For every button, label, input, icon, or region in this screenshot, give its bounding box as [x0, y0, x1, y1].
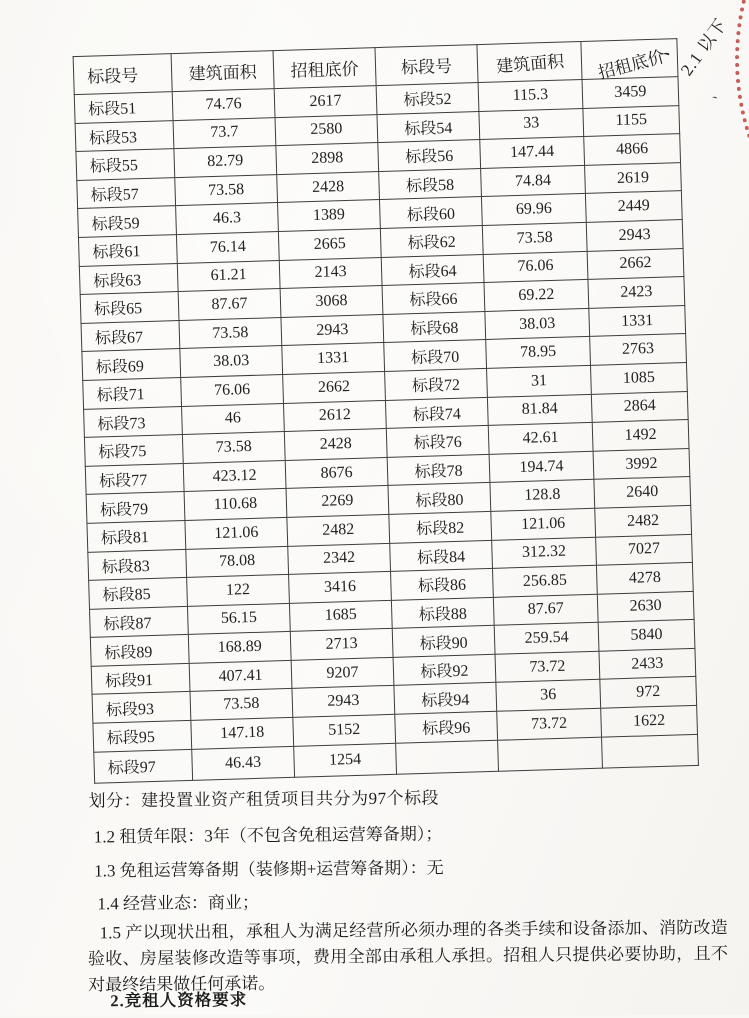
cell-building-area: 61.21	[177, 260, 280, 292]
cell-building-area: 87.67	[493, 594, 598, 626]
cell-rent-base-price: 972	[600, 677, 697, 708]
cell-section-id: 标段85	[89, 578, 188, 609]
cell-rent-base-price: 2482	[287, 514, 390, 546]
cell-building-area: 423.12	[183, 460, 286, 492]
cell-section-id: 标段86	[391, 568, 494, 600]
cell-rent-base-price: 7027	[596, 534, 693, 565]
cell-building-area: 87.67	[178, 289, 281, 321]
cell-building-area: 38.03	[180, 346, 283, 378]
column-header-label: 招租底价	[595, 47, 667, 83]
cell-rent-base-price: 2630	[597, 591, 694, 622]
cell-rent-base-price: 2433	[599, 648, 696, 679]
cell-building-area: 76.06	[181, 374, 284, 406]
cell-rent-base-price: 2143	[279, 257, 382, 289]
cell-section-id: 标段68	[383, 311, 486, 343]
cell-rent-base-price: 2449	[585, 191, 682, 222]
cell-section-id: 标段53	[75, 120, 174, 151]
cell-rent-base-price: 2713	[290, 629, 393, 661]
cell-building-area: 73.58	[179, 317, 282, 349]
cell-section-id: 标段73	[84, 406, 183, 437]
pen-tick-mark: 、	[706, 82, 727, 103]
cell-rent-base-price: 1155	[583, 105, 680, 136]
cell-rent-base-price: 5840	[598, 620, 695, 651]
cell-rent-base-price: 1331	[589, 305, 686, 336]
column-header-label: 标段号	[400, 56, 453, 78]
cell-building-area: 33	[479, 108, 584, 140]
cell-building-area: 69.96	[481, 194, 586, 226]
cell-rent-base-price: 1492	[592, 420, 689, 451]
margin-note-rotated: 2.1 以下	[676, 15, 731, 80]
cell-section-id: 标段97	[94, 749, 193, 783]
cell-section-id: 标段89	[90, 635, 189, 666]
cell-building-area: 259.54	[494, 623, 599, 655]
cell-section-id: 标段62	[380, 225, 483, 257]
note-division-line: 划分：建投置业资产租赁项目共分为97个标段	[88, 788, 440, 811]
cell-section-id: 标段52	[376, 83, 479, 115]
cell-rent-base-price: 9207	[291, 657, 394, 689]
cell-section-id: 标段78	[387, 454, 490, 486]
column-header-label: 建筑面积	[494, 51, 565, 77]
cell-building-area: 312.32	[492, 537, 597, 569]
cell-building-area: 121.06	[185, 517, 288, 549]
cell-section-id: 标段61	[78, 235, 177, 266]
cell-building-area: 69.22	[484, 280, 589, 312]
cell-rent-base-price: 2619	[585, 162, 682, 193]
cell-building-area: 74.76	[172, 89, 275, 121]
cell-building-area: 56.15	[187, 603, 290, 635]
cell-section-id: 标段58	[379, 168, 482, 200]
cell-building-area: 407.41	[189, 660, 292, 692]
cell-section-id: 标段71	[83, 377, 182, 408]
cell-rent-base-price: 2423	[588, 277, 685, 308]
cell-section-id: 标段82	[389, 511, 492, 543]
cell-rent-base-price: 1331	[282, 343, 385, 375]
cell-building-area: 73.58	[175, 174, 278, 206]
cell-rent-base-price: 2640	[594, 477, 691, 508]
cell-rent-base-price: 2898	[276, 143, 379, 175]
cell-section-id: 标段74	[385, 397, 488, 429]
cell-section-id: 标段96	[395, 711, 498, 743]
cell-building-area: 168.89	[188, 632, 291, 664]
cell-rent-base-price: 1389	[278, 200, 381, 232]
cell-building-area: 147.18	[191, 717, 294, 749]
cell-section-id: 标段63	[79, 263, 178, 294]
cell-building-area: 121.06	[491, 508, 596, 540]
cell-rent-base-price: 3068	[280, 286, 383, 318]
cell-section-id: 标段65	[80, 292, 179, 323]
cell-section-id: 标段88	[391, 597, 494, 629]
cell-building-area: 46.43	[192, 746, 295, 780]
cell-rent-base-price: 2864	[591, 391, 688, 422]
cell-rent-base-price: 1254	[294, 743, 397, 777]
cell-building-area: 122	[187, 574, 290, 606]
cell-rent-base-price: 2428	[284, 429, 387, 461]
cell-section-id: 标段90	[392, 626, 495, 658]
note-item-1-5: 1.5 产以现状出租，承租人为满足经营所必须办理的各类手续和设备添加、消防改造验收、房屋装修改造等事项，费用全部由承租人承担。招租人只提供必要协助，且不对最终结果做任何承诺。	[87, 917, 729, 995]
column-header-label: 招租底价	[290, 59, 359, 81]
cell-building-area: 78.95	[486, 337, 591, 369]
cell-section-id: 标段93	[92, 692, 191, 723]
cell-rent-base-price: 8676	[285, 457, 388, 489]
cell-building-area: 115.3	[478, 79, 583, 111]
cell-building-area: 256.85	[492, 565, 597, 597]
cell-rent-base-price: 4866	[584, 134, 681, 165]
cell-section-id: 标段72	[385, 368, 488, 400]
cell-section-id: 标段70	[384, 340, 487, 372]
cell-building-area: 42.61	[488, 422, 593, 454]
cell-building-area: 73.7	[173, 117, 276, 149]
note-item-1-2: 1.2 租赁年限：3年（不包含免租运营筹备期）；	[93, 824, 443, 847]
cell-section-id: 标段81	[87, 520, 186, 551]
cell-building-area: 128.8	[490, 480, 595, 512]
cell-building-area: 78.08	[186, 546, 289, 578]
cell-section-id: 标段95	[93, 720, 192, 751]
cell-section-id: 标段76	[386, 426, 489, 458]
cell-building-area: 76.14	[176, 232, 279, 264]
cell-rent-base-price: 2763	[590, 334, 687, 365]
cell-section-id: 标段66	[382, 283, 485, 315]
note-section-2-heading: 2.竞租人资格要求	[110, 990, 248, 1011]
note-item-1-4: 1.4 经营业态：商业；	[97, 893, 260, 914]
cell-building-area: 73.72	[495, 651, 600, 683]
cell-section-id: 标段69	[82, 349, 181, 380]
cell-building-area: 73.58	[190, 689, 293, 721]
cell-section-id: 标段91	[91, 663, 190, 694]
cell-building-area: 82.79	[174, 146, 277, 178]
cell-rent-base-price: 2428	[277, 171, 380, 203]
cell-rent-base-price: 2580	[275, 114, 378, 146]
cell-building-area: 147.44	[480, 137, 585, 169]
cell-section-id: 标段79	[86, 492, 185, 523]
cell-rent-base-price: 2342	[288, 543, 391, 575]
cell-rent-base-price: 2269	[286, 486, 389, 518]
cell-rent-base-price: 1622	[601, 705, 698, 736]
cell-building-area: 194.74	[489, 451, 594, 483]
cell-section-id: 标段55	[76, 149, 175, 180]
cell-rent-base-price: 4278	[596, 563, 693, 594]
cell-section-id: 标段80	[388, 483, 491, 515]
cell-section-id: 标段84	[390, 540, 493, 572]
cell-building-area: 46.3	[176, 203, 279, 235]
cell-building-area: 36	[496, 680, 601, 712]
cell-section-id: 标段64	[381, 254, 484, 286]
cell-section-id: 标段59	[78, 206, 177, 237]
cell-rent-base-price: 3459	[582, 77, 679, 108]
cell-section-id: 标段60	[380, 197, 483, 229]
cell-section-id: 标段77	[85, 463, 184, 494]
cell-section-id: 标段51	[74, 92, 173, 123]
cell-section-id: 标段56	[378, 140, 481, 172]
column-header-label: 建筑面积	[188, 62, 257, 84]
cell-rent-base-price: 1685	[289, 600, 392, 632]
cell-rent-base-price: 2612	[283, 400, 386, 432]
cell-rent-base-price: 5152	[293, 714, 396, 746]
cell-rent-base-price: 2943	[292, 686, 395, 718]
cell-building-area: 74.84	[481, 165, 586, 197]
cell-rent-base-price: 2482	[595, 505, 692, 536]
cell-building-area: 73.58	[482, 222, 587, 254]
cell-rent-base-price: 2662	[587, 248, 684, 279]
cell-section-id: 标段87	[90, 606, 189, 637]
cell-section-id: 标段75	[84, 435, 183, 466]
cell-building-area: 81.84	[487, 394, 592, 426]
cell-section-id: 标段54	[377, 111, 480, 143]
cell-section-id: 标段83	[88, 549, 187, 580]
cell-building-area: 73.58	[182, 432, 285, 464]
cell-rent-base-price: 1085	[590, 362, 687, 393]
cell-rent-base-price: 2665	[278, 228, 381, 260]
cell-rent-base-price: 2617	[274, 86, 377, 118]
cell-building-area: 38.03	[485, 308, 590, 340]
cell-rent-base-price: 2662	[283, 371, 386, 403]
cell-section-id: 标段67	[81, 320, 180, 351]
cell-building-area: 46	[182, 403, 285, 435]
column-header-label: 标段号	[86, 66, 139, 87]
cell-building-area: 76.06	[483, 251, 588, 283]
cell-rent-base-price: 2943	[281, 314, 384, 346]
cell-section-id: 标段92	[393, 654, 496, 686]
cell-building-area: 110.68	[184, 489, 287, 521]
cell-section-id: 标段57	[77, 177, 176, 208]
cell-rent-base-price: 2943	[586, 220, 683, 251]
pen-tick-mark: 、	[653, 31, 683, 61]
cell-building-area: 31	[487, 365, 592, 397]
cell-rent-base-price: 3416	[289, 571, 392, 603]
cell-section-id: 标段94	[394, 683, 497, 715]
note-item-1-3: 1.3 免租运营筹备期（装修期+运营筹备期）：无	[94, 858, 444, 881]
cell-building-area: 73.72	[497, 708, 602, 740]
cell-rent-base-price: 3992	[593, 448, 690, 479]
